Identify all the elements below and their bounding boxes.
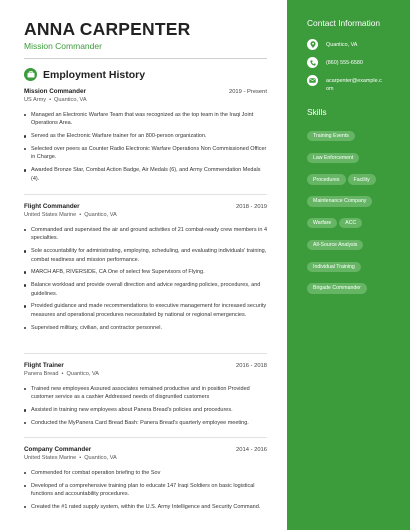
- job-bullet: Supervised military, civilian, and contractor personnel.: [24, 324, 267, 332]
- job-location: Quantico, VA: [66, 371, 100, 377]
- contact-email-line: acarpenter@example.c: [326, 77, 382, 84]
- contact-phone: [307, 57, 363, 68]
- contact-location: [307, 39, 357, 50]
- skill-tag: ACC: [339, 218, 362, 228]
- job-bullet: Provided guidance and made recommendations to executive management for increased security measures and operational procedures necessitated by national or regional emergencies.: [24, 302, 267, 319]
- job-location: Quantico, VA: [54, 97, 87, 103]
- job-employer: Panera Bread: [24, 371, 59, 377]
- contact-email-line: om: [326, 85, 334, 92]
- job-entry: [24, 203, 267, 336]
- contact-heading: Contact Information: [307, 18, 381, 28]
- job-location: Quantico, VA: [84, 212, 117, 218]
- location-pin-icon: [307, 39, 318, 50]
- mail-icon: [307, 75, 318, 86]
- job-dates: 2018 - 2019: [236, 204, 267, 210]
- job-bullet: Assisted in training new employees about Panera Bread's policies and procedures.: [24, 406, 267, 414]
- briefcase-icon: [24, 68, 37, 81]
- job-bullet: MARCH AFB, RIVERSIDE, CA One of select few Supervisors of Flying.: [24, 268, 267, 276]
- job-dates: 2019 - Present: [228, 89, 267, 95]
- job-dates: 2016 - 2018: [236, 363, 267, 369]
- job-bullet: Awarded Bronze Star, Combat Action Badge, Air Medals (6), and Army Commendation Medals (4).: [24, 166, 267, 183]
- phone-icon: [307, 57, 318, 68]
- job-entry: [24, 446, 267, 516]
- header-divider: [24, 58, 267, 59]
- job-bullet: Sole accountability for administrating, employing, scheduling, and evaluating individuals' training, combat readiness and mission performance.: [24, 247, 267, 264]
- job-bullet: Served as the Electronic Warfare trainer for an 800-person organization.: [24, 132, 267, 140]
- job-bullets: [24, 111, 267, 183]
- job-employer-line: United States Marine • Quantico, VA: [24, 212, 117, 218]
- skill-tag: Maintenance Company: [307, 196, 372, 206]
- job-bullet: Developed of a comprehensive training plan to educate 147 Iraqi Soldiers on basic logistical functions and accountability procedures.: [24, 482, 267, 499]
- job-employer-line: Panera Bread • Quantico, VA: [24, 371, 100, 377]
- skill-tag: Procedures: [307, 174, 346, 184]
- job-title: Company Commander: [24, 446, 92, 453]
- job-employer-line: US Army • Quantico, VA: [24, 97, 87, 103]
- job-bullet: Managed an Electronic Warfare Team that was recognized as the top team in the Iraqi Joint Operations Area.: [24, 111, 267, 128]
- job-bullets: [24, 469, 267, 511]
- job-bullets: [24, 385, 267, 427]
- job-employer: United States Marine: [24, 212, 77, 218]
- job-title: Mission Commander: [24, 88, 86, 95]
- job-dates: 2014 - 2016: [236, 447, 267, 453]
- skill-tag: Individual Training: [307, 262, 361, 272]
- skill-tag: All-Source Analysis: [307, 240, 363, 250]
- job-bullet: Created the #1 rated supply system, within the U.S. Army Intelligence and Security Command.: [24, 503, 267, 511]
- skill-tag: Brigade Commander: [307, 283, 367, 293]
- job-divider: [24, 194, 267, 195]
- job-bullet: Trained new employees Assured associates remained productive and in position Provided customer service as a cashier Addressed needs of disgruntled customers: [24, 385, 267, 402]
- job-title: Flight Commander: [24, 203, 80, 210]
- skill-tag: Warfare: [307, 218, 337, 228]
- candidate-title: Mission Commander: [24, 41, 102, 51]
- skill-tag: Law Enforcement: [307, 153, 359, 163]
- job-title: Flight Trainer: [24, 362, 64, 369]
- job-employer: United States Marine: [24, 455, 77, 461]
- candidate-name: ANNA CARPENTER: [24, 19, 191, 39]
- job-bullet: Commanded and supervised the air and ground activities of 21 combat-ready crew members in 4 specialties.: [24, 226, 267, 243]
- job-entry: [24, 362, 267, 432]
- job-employer: US Army: [24, 97, 47, 103]
- job-bullet: Conducted the MyPanera Card Bread Bash: Panera Bread's quarterly employee meeting.: [24, 419, 267, 427]
- skill-tag: Training Events: [307, 131, 355, 141]
- skills-heading: Skills: [307, 107, 327, 117]
- job-employer-line: United States Marine • Quantico, VA: [24, 455, 117, 461]
- skills-list: [307, 124, 407, 298]
- job-divider: [24, 437, 267, 438]
- contact-email: [307, 75, 382, 93]
- contact-phone-text[interactable]: (860) 555-6580: [326, 59, 363, 66]
- skill-tag: Facility: [348, 174, 376, 184]
- job-bullet: Selected over peers as Counter Radio Electronic Warfare Operations Non Commissioned Officer in Charge.: [24, 145, 267, 162]
- job-entry: [24, 88, 267, 187]
- contact-email-text[interactable]: [326, 77, 382, 93]
- job-location: Quantico, VA: [84, 455, 117, 461]
- job-bullets: [24, 226, 267, 332]
- job-divider: [24, 353, 267, 354]
- job-bullet: Balance workload and provide overall direction and advice regarding policies, procedures, and guidelines.: [24, 281, 267, 298]
- employment-heading: Employment History: [43, 68, 146, 81]
- job-bullet: Commended for combat operation briefing to the Sov: [24, 469, 267, 477]
- employment-section-header: [24, 68, 145, 81]
- contact-location-text: Quantico, VA: [326, 41, 358, 48]
